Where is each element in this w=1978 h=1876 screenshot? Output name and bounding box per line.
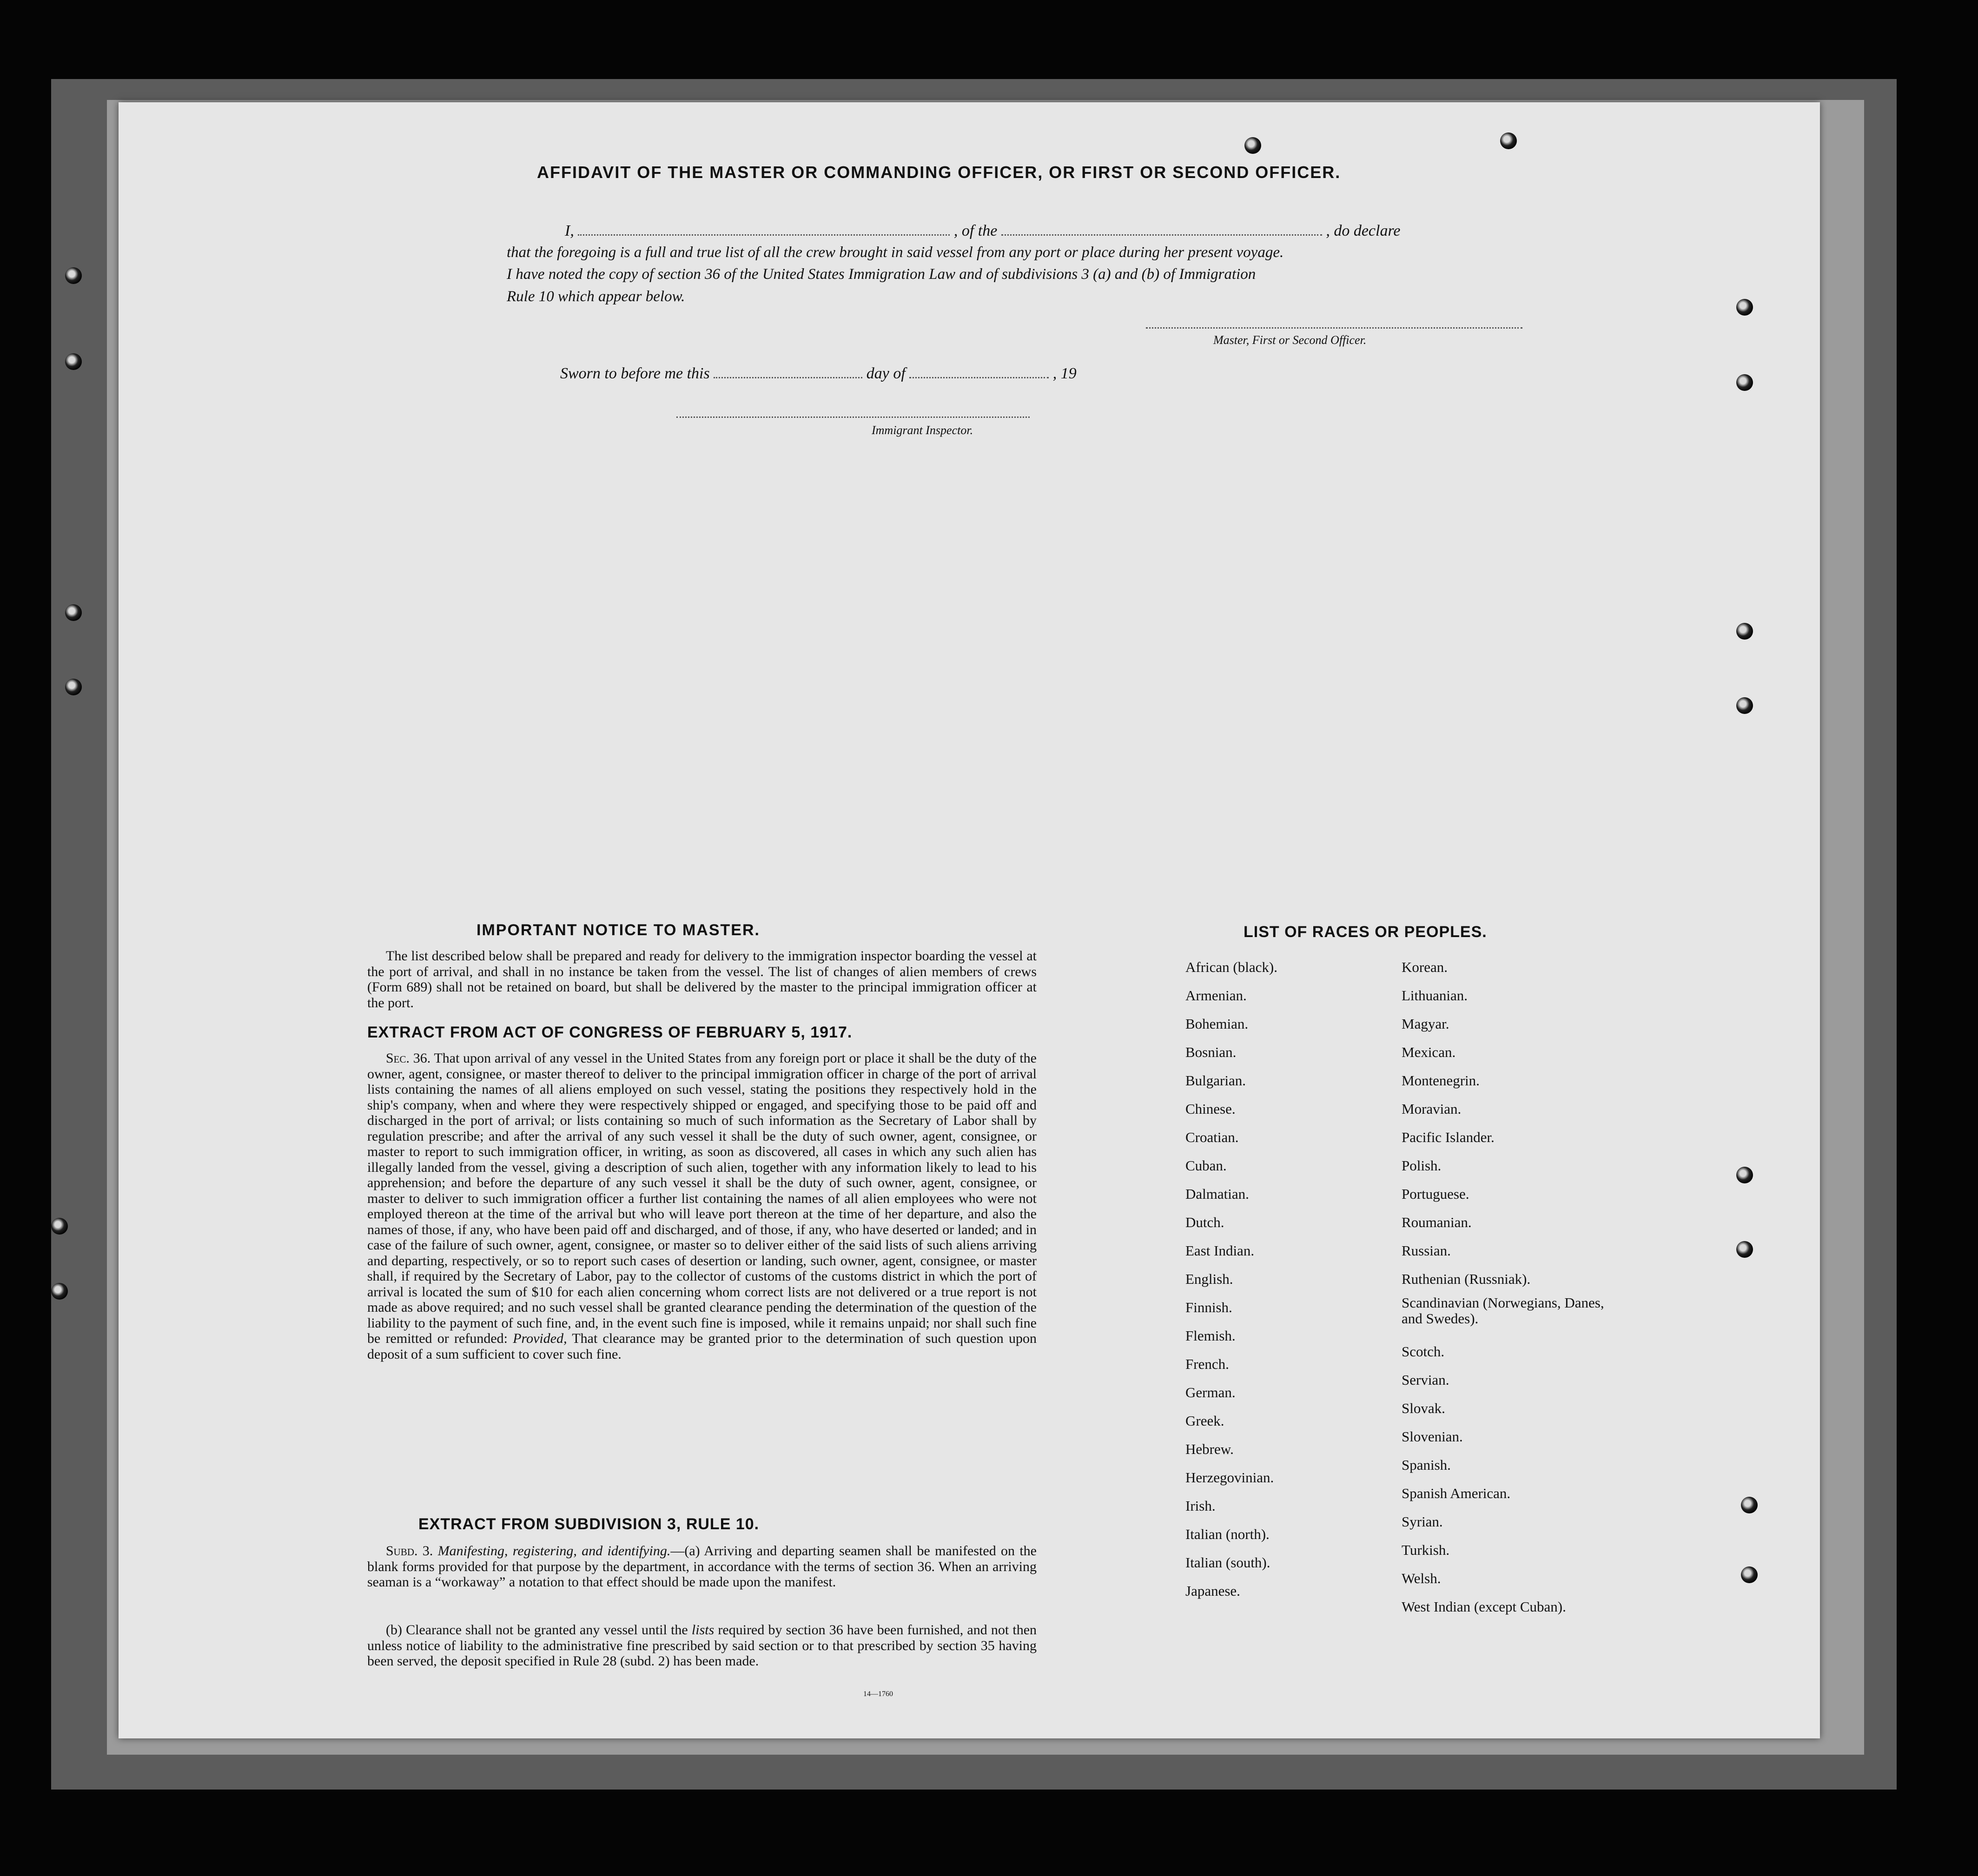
race-item: Italian (south). <box>1185 1554 1270 1571</box>
act-provided: Provided, <box>513 1331 567 1346</box>
sworn-text: Sworn to before me this <box>560 365 710 382</box>
race-item: German. <box>1185 1384 1236 1400</box>
act-section-lead: Sec. 36. <box>386 1050 431 1066</box>
punch-hole <box>1500 132 1517 149</box>
binder-hole <box>65 353 82 370</box>
race-item: Korean. <box>1402 959 1448 975</box>
affidavit-page <box>119 102 1820 1738</box>
race-item: Moravian. <box>1402 1101 1462 1117</box>
affidavit-line-1 <box>565 222 1401 240</box>
rule-b-text-1: (b) Clearance shall not be granted any vessel until the <box>386 1622 688 1638</box>
race-item: Irish. <box>1185 1498 1216 1514</box>
race-item: Portuguese. <box>1402 1186 1469 1202</box>
punch-hole <box>1736 1241 1753 1258</box>
race-item: Dalmatian. <box>1185 1186 1249 1202</box>
punch-hole <box>1736 374 1753 391</box>
punch-hole <box>1244 137 1261 154</box>
rule-subd-lead: Subd. 3. <box>386 1543 433 1559</box>
race-item: Welsh. <box>1402 1570 1441 1586</box>
race-item: Polish. <box>1402 1157 1442 1174</box>
sworn-day-field[interactable] <box>714 374 862 378</box>
race-item: Bosnian. <box>1185 1044 1237 1060</box>
binder-hole <box>65 679 82 695</box>
binder-hole <box>65 604 82 621</box>
day-of-text: day of <box>866 365 906 382</box>
race-item: Armenian. <box>1185 987 1247 1004</box>
officer-name-field[interactable] <box>578 231 950 236</box>
act-text-body: That upon arrival of any vessel in the United States from any foreign port or place it shall be the duty of the owner, agent, consignee, or master thereof to deliver to the principal immigration officer in charge of the port of arrival lists containing the names of all aliens employed on such vessel, stating the positions they respectively hold in the ship's company, when and where they were respectively shipped or engaged, and specifying those to be paid off and discharged in the port of arrival; or lists containing so much of such information as the Secretary of Labor shall by regulation prescribe; and after the arrival of any such vessel it shall be the duty of such owner, agent, consignee, or master to report to such immigration officer, in writing, as soon as discovered, all cases in which any such alien has illegally landed from the vessel, giving a description of such alien, together with any information likely to lead to his apprehension; and before the departure of any such vessel it shall be the duty of such owner, agent, consignee, or master to deliver to such immigration officer a further list containing the names of all alien employees who were not employed thereon at the time of the arrival but who will leave port thereon at the time of her departure, and also the names of those, if any, who have been paid off and discharged, and of those, if any, who have deserted or landed; and in case of the failure of such owner, agent, consignee, or master so to deliver either of the said lists of such aliens arriving and departing, respectively, or so to report such cases of desertion or landing, such owner, agent, consignee, or master shall, if required by the Secretary of Labor, pay to the collector of customs of the customs district in which the port of arrival is located the sum of $10 for each alien concerning whom correct lists are not delivered or a true report is not made as above required; and no such vessel shall be granted clearance pending the determination of the question of the liability to the payment of such fine, and, in the event such fine is imposed, while it remains unpaid; nor shall such fine be remitted or refunded: <box>367 1050 1037 1346</box>
rule-a-text: —(a) Arriving and departing seamen shall be manifested on the blank forms provided for that purpose by the department, in accordance with the terms of section 36. When an arriving seaman is a “workaway” a notation to that effect should be made upon the manifest. <box>367 1543 1037 1590</box>
act-text-tail: That clearance may be granted prior to the determination of such question upon deposit of a sum sufficient to cover such fine. <box>367 1331 1037 1362</box>
affidavit-title: AFFIDAVIT OF THE MASTER OR COMMANDING OFFICER, OR FIRST OR SECOND OFFICER. <box>537 163 1341 182</box>
sworn-month-field[interactable] <box>909 374 1049 378</box>
printer-mark: 14—1760 <box>863 1690 893 1698</box>
race-item: Spanish American. <box>1402 1485 1511 1501</box>
rule-b-lists: lists <box>691 1622 714 1638</box>
master-signature-field[interactable] <box>1146 324 1522 329</box>
race-item: French. <box>1185 1356 1229 1372</box>
race-item: Scotch. <box>1402 1343 1445 1360</box>
inspector-caption: Immigrant Inspector. <box>872 423 973 437</box>
punch-hole <box>1736 623 1753 640</box>
notice-title: IMPORTANT NOTICE TO MASTER. <box>476 921 760 939</box>
race-item: Italian (north). <box>1185 1526 1270 1542</box>
binder-hole <box>51 1283 68 1300</box>
rule-a-heading: Manifesting, registering, and identifying. <box>437 1543 671 1559</box>
binder-hole <box>51 1218 68 1235</box>
punch-hole <box>1741 1566 1758 1583</box>
rule-title: EXTRACT FROM SUBDIVISION 3, RULE 10. <box>418 1515 760 1533</box>
vessel-name-field[interactable] <box>1001 231 1322 236</box>
affidavit-line-3: I have noted the copy of section 36 of the United States Immigration Law and of subdivisions 3 (a) and (b) of Immigration <box>507 266 1256 283</box>
race-item: Slovak. <box>1402 1400 1445 1416</box>
race-item: Hebrew. <box>1185 1441 1234 1457</box>
race-item: Herzegovinian. <box>1185 1469 1274 1486</box>
races-title: LIST OF RACES OR PEOPLES. <box>1244 923 1487 941</box>
race-item: Pacific Islander. <box>1402 1129 1495 1145</box>
notice-text: The list described below shall be prepared and ready for delivery to the immigration inspector boarding the vessel at the port of arrival, and shall in no instance be taken from the vessel. The list of changes of alien members of crews (Form 689) shall not be retained on board, but shall be delivered by the master to the principal immigration officer at the port. <box>367 948 1037 1011</box>
race-item: Bulgarian. <box>1185 1072 1246 1089</box>
race-item: Russian. <box>1402 1242 1451 1259</box>
race-item: Lithuanian. <box>1402 987 1468 1004</box>
punch-hole <box>1736 1167 1753 1183</box>
races-right-column <box>1402 953 1606 1621</box>
affidavit-line-4: Rule 10 which appear below. <box>507 288 685 305</box>
race-item: English. <box>1185 1271 1233 1287</box>
race-item: Greek. <box>1185 1413 1224 1429</box>
race-item: Cuban. <box>1185 1157 1227 1174</box>
race-item: Croatian. <box>1185 1129 1239 1145</box>
race-item: Japanese. <box>1185 1583 1240 1599</box>
race-item: Servian. <box>1402 1372 1449 1388</box>
race-item: Dutch. <box>1185 1214 1224 1230</box>
race-item: Flemish. <box>1185 1328 1236 1344</box>
race-item: Syrian. <box>1402 1513 1443 1530</box>
act-title: EXTRACT FROM ACT OF CONGRESS OF FEBRUARY 5, 1917. <box>367 1024 853 1041</box>
inspector-signature-field[interactable] <box>676 414 1030 418</box>
race-item: Finnish. <box>1185 1299 1232 1315</box>
race-item: Magyar. <box>1402 1016 1449 1032</box>
rule-paragraph-b <box>367 1622 1037 1669</box>
race-item: East Indian. <box>1185 1242 1255 1259</box>
affidavit-declare: , do declare <box>1326 222 1401 239</box>
affidavit-of-the: , of the <box>953 222 998 239</box>
race-item: Turkish. <box>1402 1542 1450 1558</box>
punch-hole <box>1736 697 1753 714</box>
race-item: Ruthenian (Russniak). <box>1402 1271 1531 1287</box>
act-text <box>367 1050 1037 1362</box>
rule-paragraph-a <box>367 1543 1037 1590</box>
race-item: Roumanian. <box>1402 1214 1472 1230</box>
binder-hole <box>65 267 82 284</box>
punch-hole <box>1741 1497 1758 1513</box>
year-text: , 19 <box>1052 365 1077 382</box>
races-left-column <box>1185 953 1277 1605</box>
rule-b-text-2: required by section 36 have been furnished, and not then unless notice of liability to the administrative fine prescribed by said section or to that prescribed by section 35 having been served, the deposit specified in Rule 28 (subd. 2) has been made. <box>367 1622 1037 1669</box>
master-caption: Master, First or Second Officer. <box>1213 333 1367 347</box>
race-item: Slovenian. <box>1402 1428 1463 1445</box>
race-item: African (black). <box>1185 959 1277 975</box>
affidavit-i: I, <box>565 222 574 239</box>
race-item: Spanish. <box>1402 1457 1451 1473</box>
punch-hole <box>1736 299 1753 316</box>
race-item: Bohemian. <box>1185 1016 1249 1032</box>
race-item: Montenegrin. <box>1402 1072 1480 1089</box>
race-item: Chinese. <box>1185 1101 1236 1117</box>
sworn-line <box>560 365 1077 383</box>
race-item: Scandinavian (Norwegians, Danes, and Swedes). <box>1402 1295 1604 1327</box>
affidavit-line-2: that the foregoing is a full and true list of all the crew brought in said vessel from any port or place during her present voyage. <box>507 244 1284 261</box>
race-item: Mexican. <box>1402 1044 1456 1060</box>
race-item: West Indian (except Cuban). <box>1402 1599 1566 1615</box>
